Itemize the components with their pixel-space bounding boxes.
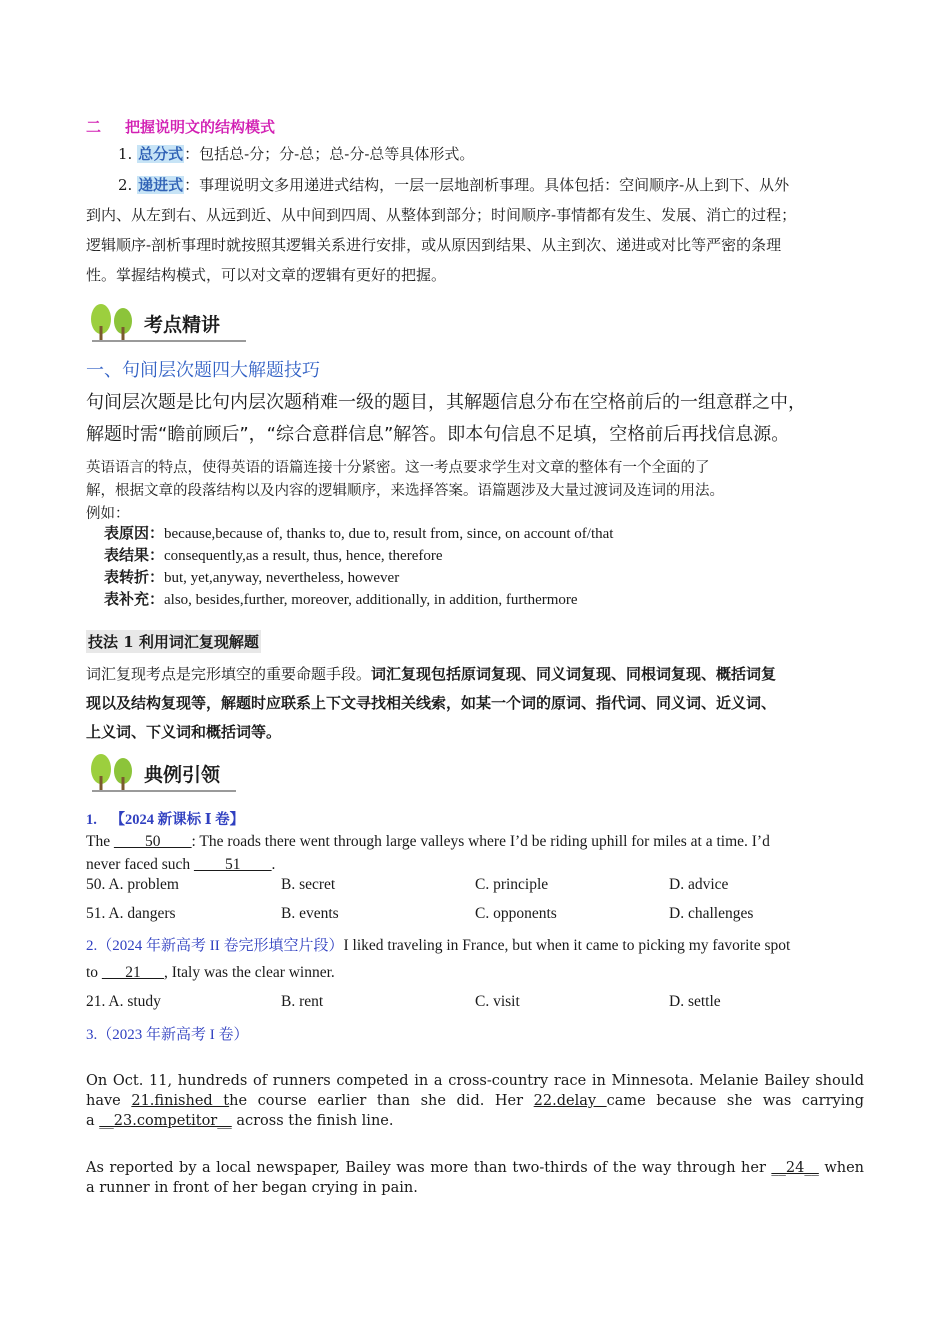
connective-label: 表转折： [104, 570, 165, 586]
example-2-line-2 [86, 964, 335, 982]
connective-row [104, 589, 613, 611]
item-number: 1. [118, 145, 133, 163]
banner-label: 典例引领 [144, 764, 221, 786]
option-c[interactable]: C. opponents [475, 905, 557, 922]
option-b[interactable]: B. secret [281, 876, 336, 893]
blank-23-answer[interactable]: __23.competitor__ [99, 1113, 232, 1129]
feature-line: 例如： [86, 506, 130, 522]
feature-line: 解，根据文章的段落结构以及内容的逻辑顺序，来选择答案。语篇题涉及大量过渡词及连词的用法。 [86, 483, 724, 499]
feature-line: 英语语言的特点，使得英语的语篇连接十分紧密。这一考点要求学生对文章的整体有一个全面的了 [86, 460, 710, 476]
connective-label: 表补充： [104, 592, 165, 608]
intro-paragraph [86, 387, 876, 451]
example-text: when [818, 1160, 864, 1176]
example-source: 【2024 新课标 Ⅰ 卷】 [110, 812, 245, 828]
connectives-list [104, 523, 613, 611]
section-title [86, 116, 275, 137]
example-2-line-1 [86, 934, 876, 955]
option-b[interactable]: B. rent [281, 993, 324, 1010]
example-text: a [86, 1113, 100, 1129]
blank-24[interactable]: __24__ [771, 1160, 819, 1176]
option-c[interactable]: C. visit [475, 993, 520, 1010]
example-text: , Italy was the clear winner. [163, 964, 335, 981]
option-d[interactable]: D. advice [669, 876, 729, 893]
blank-50[interactable]: ____50____ [113, 833, 192, 850]
tip-paragraph [86, 660, 870, 747]
example-text: never faced such [86, 856, 195, 873]
example-text: The [86, 833, 114, 850]
connective-words: because,because of, thanks to, due to, result from, since, on account of/that [164, 526, 614, 542]
intro-text: 是比句内层次题稍难一级的题目，其解题信息分布在空格前后的 [176, 392, 680, 413]
feature-paragraph [86, 457, 868, 526]
connective-row [104, 567, 613, 589]
item-text: 到内、从左到右、从远到近、从中间到四周、从整体到部分；时间顺序-事情都有发生、发展、消亡的过程； [86, 206, 797, 224]
tip-text-bold: 词汇复现包括原词复现、同义词复现、同根词复现、概括词复 [371, 665, 777, 683]
example-text: I liked traveling in France, but when it came to picking my favorite spot [343, 937, 791, 954]
connective-words: consequently,as a result, thus, hence, therefore [164, 548, 443, 564]
example-text: have [86, 1093, 132, 1109]
example-3-paragraph-1 [86, 1071, 864, 1131]
item-number: 2. [118, 176, 133, 194]
connective-label: 表原因： [104, 526, 165, 542]
example-text: a runner in front of her began crying in pain. [86, 1180, 418, 1196]
section-number: 二 [86, 118, 102, 136]
example-text: As reported by a local newspaper, Bailey was more than two-thirds of the way through her [86, 1160, 772, 1176]
example-3-paragraph-2 [86, 1158, 864, 1198]
example-text: came because she was carrying [606, 1093, 864, 1109]
item-text: 逻辑顺序-剖析事理时就按照其逻辑关系进行安排，或从原因到结果、从主到次、递进或对比等严密的条理 [86, 236, 782, 254]
connective-row [104, 523, 613, 545]
example-text: across the finish line. [231, 1113, 394, 1129]
structure-item-1 [118, 139, 878, 169]
option-a[interactable]: 21. A. study [86, 993, 161, 1010]
option-c[interactable]: C. principle [475, 876, 549, 893]
intro-text: 之中， [752, 392, 806, 413]
option-a[interactable]: 51. A. dangers [86, 905, 176, 922]
heading-techniques: 一、句间层次题四大解题技巧 [86, 360, 320, 381]
term-highlight: 递进式 [138, 176, 184, 194]
tip-title: 技法 1 利用词汇复现解题 [86, 630, 261, 653]
example-number: 1. [86, 812, 97, 828]
example-3-heading: 3.（2023 年新高考 I 卷） [86, 1027, 249, 1043]
banner-label: 考点精讲 [144, 314, 221, 336]
tip-text-bold: 上义词、下义词和概括词等。 [86, 723, 282, 741]
item-text: ：事理说明文多用递进式结构，一层一层地剖析事理。具体包括：空间顺序-从上到下、从外 [184, 176, 790, 194]
example-source: 2.（2024 年新高考 II 卷完形填空片段） [86, 938, 344, 954]
example-text: On Oct. 11, hundreds of runners competed in a cross-country race in Minnesota. Melanie Bailey should [86, 1073, 864, 1089]
example-text: : The roads there went through large valleys where I’d be riding uphill for miles at a time. I’d [191, 833, 770, 850]
connective-label: 表结果： [104, 548, 165, 564]
connective-words: also, besides,further, moreover, additionally, in addition, furthermore [164, 592, 578, 608]
item-text: 性。掌握结构模式，可以对文章的逻辑有更好的把握。 [86, 266, 447, 284]
section-title-text: 把握说明文的结构模式 [125, 118, 276, 136]
item-text: ：包括总-分；分-总；总-分-总等具体形式。 [184, 145, 475, 163]
blank-22-answer[interactable]: 22.delay [533, 1093, 607, 1109]
example-1-heading [86, 808, 244, 829]
option-b[interactable]: B. events [281, 905, 339, 922]
section-banner-examples [88, 750, 258, 796]
option-row-51 [86, 905, 176, 923]
option-d[interactable]: D. settle [669, 993, 721, 1010]
connective-row [104, 545, 613, 567]
option-a[interactable]: 50. A. problem [86, 876, 179, 893]
example-1-text [86, 830, 868, 876]
section-banner-key-points [88, 300, 258, 346]
intro-term: 句间层次题 [86, 392, 176, 413]
intro-term: 一组意群 [680, 392, 752, 413]
structure-item-2 [86, 170, 868, 290]
tip-text: 词汇复现考点是完形填空的重要命题手段。 [86, 665, 372, 683]
intro-text: 解题时需“瞻前顾后”，“综合意群信息”解答。即本句信息不足填，空格前后再找信息源。 [86, 424, 790, 445]
blank-21[interactable]: ___21___ [101, 964, 164, 981]
connective-words: but, yet,anyway, nevertheless, however [164, 570, 400, 586]
example-text: he course earlier than she did. Her [229, 1093, 534, 1109]
option-d[interactable]: D. challenges [669, 905, 754, 922]
blank-51[interactable]: ____51____ [194, 856, 272, 873]
term-highlight: 总分式 [138, 145, 184, 163]
tip-text-bold: 现以及结构复现等，解题时应联系上下文寻找相关线索，如某一个词的原词、指代词、同义词、近义词、 [86, 694, 777, 712]
example-text: . [271, 856, 276, 873]
option-row-50 [86, 876, 179, 894]
example-text: to [86, 964, 102, 981]
blank-21-answer[interactable]: 21.finished t [131, 1093, 230, 1109]
